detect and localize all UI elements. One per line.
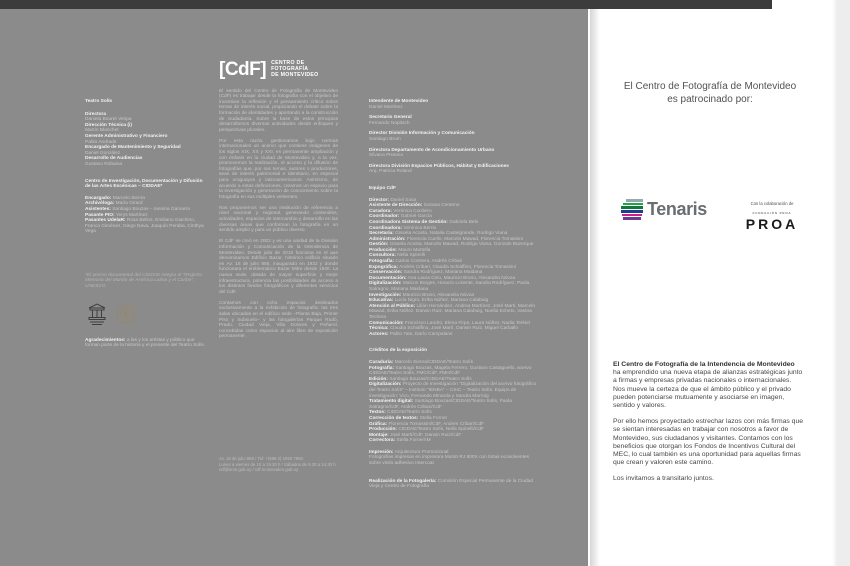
- credit-role: Atención al Público:: [369, 303, 416, 309]
- tenaris-stripe: [623, 217, 641, 220]
- credit-names: Daniel Martínez: [369, 104, 403, 110]
- credit-names: Daniela Bouret Vespa: [85, 117, 132, 123]
- credit-role: Consultora:: [369, 253, 396, 259]
- credit-entry: [85, 112, 206, 123]
- credit-names: Maicon Borges, Horacio Loriente, Sandra Rodríguez, Paola Satragno, Mariana Maidana: [369, 281, 530, 293]
- sponsor-paragraph-bold: El Centro de Fotografía de la Intendencia de Montevideo: [613, 361, 795, 368]
- credit-names: Silvana Pissano: [369, 153, 404, 159]
- tenaris-stripe: [621, 210, 643, 213]
- mission-paragraph: Nos proponemos ser una institución de referencia a nivel nacional y regional, generando contenidos, actividades, espacios de intercambio y desarrollo en las diversas áreas que conforman la fotografía en un sentido amplio y para un público diverso.: [219, 205, 338, 234]
- credit-role: Comunicación:: [369, 320, 404, 326]
- credit-role: Edición:: [369, 376, 388, 382]
- credit-role: Director:: [369, 197, 389, 203]
- memory-of-the-world-seal-icon: [115, 303, 137, 325]
- tenaris-stripe: [623, 203, 643, 206]
- credit-names: Gabriel García: [400, 214, 432, 220]
- credit-line: [369, 382, 539, 399]
- credit-entry: [85, 134, 206, 145]
- credit-names: Francisco Landro, Elena Firpo, Laura Núñez, Nadia Terkiel: [405, 320, 530, 326]
- credit-role: Gestión:: [369, 242, 389, 248]
- section-title: Centro de Investigación, Documentación y Difusión de las Artes Escénicas – CIDDAE*: [85, 178, 203, 190]
- contact-line: Lunes a viernes de 10 a 19.30 h / Sábados de 9.30 a 14.30 h: [219, 461, 336, 467]
- credit-names: Daniel Sosa: [390, 197, 417, 203]
- credit-role: Pasante PIO:: [85, 212, 115, 218]
- credit-names: Andrés Cribari, Claudia Schiaffino, Florencia Tomassini: [399, 264, 517, 270]
- credit-names: Carlos Contrera, Andrés Cribari: [395, 259, 463, 265]
- credit-names: Arquitectura Promocional: [394, 449, 449, 455]
- credit-role: Archivóloga:: [85, 201, 115, 207]
- credit-names: Ana Laura Cirio, Mauricio Bruno, Alexandra Nóvoa: [407, 275, 516, 281]
- credit-line: [369, 438, 539, 444]
- credit-role: Montaje:: [369, 432, 389, 438]
- credit-role: Expográfica:: [369, 264, 399, 270]
- credit-names: María Girard: [115, 201, 143, 207]
- credit-line: [369, 332, 539, 338]
- credit-role: Coordinador:: [369, 214, 400, 220]
- unesco-emblem-icon: [85, 302, 109, 326]
- credit-names: Susana Centeno: [423, 203, 460, 209]
- credit-names: Comisión Especial Permanente de la Ciudad Vieja y Centro de Fotografía: [369, 478, 533, 490]
- credit-entry: [369, 131, 539, 142]
- credit-role: Secretario General: [369, 115, 412, 121]
- credit-role: Educativa:: [369, 298, 394, 304]
- credit-names: Martín Blanchet: [85, 128, 119, 134]
- credit-role: Conservación:: [369, 270, 403, 276]
- credit-entry: [85, 145, 206, 156]
- credit-names: Daniel González: [85, 150, 121, 156]
- credit-names: Gabriela Belo: [449, 219, 479, 225]
- credit-names: Marcelo Sienra: [112, 195, 145, 201]
- sponsor-paragraph: [613, 361, 804, 410]
- credit-names: Proyecto de Investigación “Digitalización del acervo fotográfico del Teatro Solís” – Instituto “IENBA” – CSIC – Teatro Solís. Equipo de investigación: Vico, Fernando Miranda y Sandra Marroig: [369, 382, 537, 399]
- credit-names: Arq. Patricia Roland: [369, 169, 412, 175]
- credit-names: Lucía Nigro, Erika Núñez, Mariana Calabuig: [394, 298, 489, 304]
- credit-names: Pablo Andrade: [85, 139, 117, 145]
- credit-role: Coordinadora Sistema de Gestión:: [369, 219, 448, 225]
- mission-paragraph: Contamos con ocho espacios destinados exclusivamente a la exhibición de fotografía: las tres salas ubicadas en el edificio sede –Planta Baja, Primer Piso y Subsuelo– y las fotogalerías Parque Rodó, Prado, Ciudad Vieja, Villa Dolores y Peñarol, concebidas como espacios al aire libre de exposición permanente.: [219, 300, 338, 340]
- credit-role: Curadora:: [369, 208, 392, 214]
- team-title: Equipo CdF: [369, 185, 396, 191]
- credit-role: Digitalización:: [369, 281, 402, 287]
- credit-role: Correctora:: [369, 438, 396, 444]
- print-note: Fotografías impresas en impresora Mutoh RJ 600X con tintas ecosolventes sobre vinilo adhesivo Intercoat: [369, 455, 529, 467]
- credit-role: Tratamiento digital:: [369, 399, 414, 405]
- tenaris-stripes-icon: [621, 199, 643, 220]
- collaboration-label: Con la colaboración de: [750, 201, 794, 206]
- credit-role: Actores:: [369, 331, 389, 337]
- credit-names: Florencia Tomassini/CdF, Andrés Cribari/CdF: [388, 421, 485, 427]
- mission-paragraph: Por esta razón, gestionamos bajo normas internacionales un acervo que contiene imágenes de los siglos XIX, XX y XXI, en permanente ampliación y con énfasis en la ciudad de Montevideo y, a la vez, promovemos la realización, el acceso y la difusión de fotografías que, por sus temas, autores o productores, sean de interés patrimonial e identitario, en especial para uruguayos y latinoamericanos. Asimismo, de acuerdo a estas definiciones, creamos un espacio para la investigación y generación de conocimiento sobre la fotografía en sus múltiples vertientes.: [219, 138, 338, 200]
- credit-role: Gerente Administrativo y Financiero: [85, 133, 168, 139]
- credit-role: Coordinadora:: [369, 225, 403, 231]
- acknowledgements: [85, 338, 206, 349]
- credit-role: Dirección Técnica (i): [85, 122, 132, 128]
- credit-names: Florencia Cuello, Marcelo Mawad, Florencia Tomassini: [406, 236, 524, 242]
- credit-names: Fernando Nopitsch: [369, 120, 410, 126]
- cdf-contact-info: [219, 456, 354, 473]
- proa-foundation-label: FUNDACIÓN PROA: [752, 211, 792, 215]
- credit-role: Directora División Espacios Públicos, Hábitat y Edificaciones: [369, 163, 509, 169]
- column-credits: [369, 99, 539, 490]
- credit-role: Directora Departamento de Acondicionamiento Urbano: [369, 147, 495, 153]
- credit-role: Fotografía:: [369, 259, 395, 265]
- tenaris-wordmark: Tenaris: [647, 199, 707, 219]
- credit-line: [369, 399, 539, 410]
- credit-role: Directora: [85, 111, 107, 117]
- credit-line: [369, 304, 539, 321]
- cdf-logo-bracket: [CdF]: [219, 58, 267, 80]
- credit-names: Claudia Schiaffino, José Martí, Darwin Ruiz, Miguel Carballo: [389, 326, 518, 332]
- tenaris-stripe: [626, 199, 643, 202]
- credit-names: Pablo Tate, Darío Campalans: [389, 331, 453, 337]
- credit-names: Rosa Bellos, Emiliano Giachino, Franca Giménez, Diego Nava, Joaquín Peraba, Cinthya Vega: [85, 218, 204, 235]
- credit-names: Mauro Martella: [398, 247, 431, 253]
- credit-role: Encargado:: [85, 195, 112, 201]
- page-margin-strip: [838, 0, 850, 566]
- exhibition-credits-title: Créditos de la exposición: [369, 348, 428, 354]
- credit-names: José Martí/CdF, Darwin Ruiz/CdF: [390, 432, 462, 438]
- credit-names: Santiago Bouzas/CIDDAE/Teatro Solís: [389, 376, 472, 382]
- credit-role: Curaduría:: [369, 359, 394, 365]
- cdf-logo: [219, 60, 338, 79]
- credit-line: [369, 366, 539, 377]
- column-cdf-mission: [219, 60, 338, 345]
- credit-names: Gissela Acosta, Marcelo Mawad, Rodrigo Viana, Gonzalo Bazerque: [389, 242, 534, 248]
- credit-names: Santiago Brum: [369, 136, 401, 142]
- credit-names: Mauricio Bruno, Alexandra Nóvoa: [402, 292, 475, 298]
- cdf-logo-line: CENTRO DE: [271, 60, 305, 66]
- credit-role: Asistentes:: [85, 206, 111, 212]
- sponsor-heading-line2: es patrocinado por:: [667, 93, 753, 105]
- credit-names: Stella Forner: [419, 415, 448, 421]
- acknowledgements-text: a las y los artistas y público que forman parte de la historia y el presente del Teatro Solís.: [85, 337, 206, 349]
- credit-role: Gráfica:: [369, 421, 388, 427]
- credit-role: Intendente de Montevideo: [369, 99, 429, 104]
- credit-role: Realización de la Fotogalería:: [369, 478, 437, 484]
- credit-role: Administración:: [369, 236, 406, 242]
- credit-role: Encargado de Mantenimiento y Seguridad: [85, 145, 181, 151]
- credit-line: [369, 281, 539, 292]
- credit-role: Fotografía:: [369, 365, 395, 371]
- credit-entry: [369, 148, 539, 159]
- cdf-logo-line: DE MONTEVIDEO: [271, 72, 319, 79]
- column-teatro-solis: [85, 99, 206, 349]
- sponsor-paragraph: Por ello hemos proyectado estrechar lazos con más firmas que se sientan interesadas en trabajar con nosotros a favor de Montevideo, sus ciudadanos y visitantes. Contamos con los beneficios que otorgan los Fondos de Incentivos Cultural del MEC, lo cual también es una oportunidad para aquellas firmas que crean y valoren este camino.: [613, 418, 804, 467]
- credit-names: Santiago Bouzas – Iannina Gamarra: [112, 206, 190, 212]
- unesco-logos: [85, 302, 206, 326]
- proa-logo: [740, 201, 804, 232]
- credit-role: Secretaría:: [369, 231, 394, 237]
- sponsor-paragraph: Los invitamos a transitarlo juntos.: [613, 475, 714, 483]
- credit-role: Producción:: [369, 427, 397, 433]
- credit-names: Santiago Bouzas, Magela Ferrero, Gustavo Castagnello, acervo CIDDAE/Teatro Solís, FMC/CdF, FMH/CdF: [369, 365, 532, 377]
- credit-names: Santiago Bouzas/CIDDAE/Teatro Solís, Paola Satragno/CdF, Andrés Cribari/CdF: [369, 399, 512, 410]
- mission-paragraph: El CdF se creó en 2002 y es una unidad de la División Información y Comunicación de la Intendencia de Montevideo. Desde julio de 2015 funciona en el que denominamos Edificio Bazar, histórico edificio situado en Av. 18 de julio 885, inaugurado en 1932 y donde funcionara el emblemático Bazar Mitre desde 1940. La nueva sede, dotada de mayor superficie y mejor infraestructura, potencia las posibilidades de acceso a los distintos fondos fotográficos y diferentes servicios del CdF.: [219, 239, 338, 295]
- tenaris-logo: [621, 199, 707, 220]
- sponsor-heading-line1: El Centro de Fotografía de Montevideo: [623, 81, 797, 92]
- credit-role: Impresión:: [369, 449, 394, 455]
- credit-names: Yerys Martínez: [115, 212, 148, 218]
- ciddae-footnote: *El acervo documental del CIDDAE integra el “Registro Memoria del Mundo de América Latina y el Caribe”, UNESCO.: [85, 272, 203, 290]
- acknowledgements-label: Agradecimientos:: [85, 337, 126, 343]
- credit-names: Verónica Berrio: [403, 225, 437, 231]
- credit-role: Técnica:: [369, 326, 389, 332]
- credit-names: Lilián Hernández, Andrea Martínez, José Martí, Marcelo Mawad, Erika Núñez, Darwin Ruiz, Mariana Calabuig, Noelia Echeto, Vanina Techera: [369, 303, 536, 320]
- credit-entry: [369, 115, 539, 126]
- contact-line: Av. 18 de julio 885 / Tel: +(598 2) 1950 7960: [219, 456, 303, 461]
- credit-role: Producción:: [369, 247, 397, 253]
- credit-line: [369, 479, 539, 490]
- credit-names: Marcelo Sienra/CIDDAE/Teatro Solís: [394, 359, 473, 365]
- credit-names: Gustavo Robaina: [85, 161, 123, 167]
- credit-role: Documentación:: [369, 275, 407, 281]
- sponsor-heading: [605, 81, 815, 106]
- credit-entry: [369, 164, 539, 175]
- credit-entry: [85, 156, 206, 167]
- credit-names: Sandra Rodríguez, Mariana Maidana: [403, 270, 483, 276]
- cdf-logo-text: [271, 60, 318, 79]
- credit-names: CIDDAE/Teatro Solís, Nella Spinelli/CdF: [398, 427, 484, 433]
- sponsor-paragraph-rest: ha emprendido una nueva etapa de alianzas estratégicas junto a firmas y empresas privadas nacionales o internacionales. Nos mueve la certeza de que el ámbito público y el privado pueden potenciarse mutuamente y asociarse en imagen, sentido y valores.: [613, 369, 803, 410]
- credit-line: [85, 218, 206, 235]
- credit-entry: [369, 99, 539, 110]
- credit-role: Pasantes UdelaR:: [85, 218, 126, 224]
- section-title: Teatro Solís: [85, 99, 113, 104]
- credit-role: Investigación:: [369, 292, 402, 298]
- credit-role: Asistente de Dirección:: [369, 203, 423, 209]
- tenaris-stripe: [621, 206, 643, 209]
- credit-names: Stella Forner/IM: [396, 438, 431, 444]
- credit-role: Director División Información y Comunicación: [369, 131, 475, 137]
- credit-names: Gissela Acosta, Natalia Castelgrande, Rodrigo Viana: [395, 231, 508, 237]
- top-dark-bar: [0, 0, 772, 9]
- mission-paragraph: El sentido del Centro de Fotografía de Montevideo (CdF) es trabajar desde la fotografía con el objetivo de incentivar la reflexión y el pensamiento crítico sobre temas de interés social, propiciando el debate sobre la formación de identidades y aportando a la construcción de ciudadanía. Sobre la base de estos principios desarrollamos diversas actividades desde enfoques y perspectivas plurales.: [219, 88, 338, 133]
- credit-names: CIDDAE/Teatro Solís: [387, 410, 432, 416]
- tenaris-stripe: [622, 214, 642, 217]
- credit-role: Digitalización:: [369, 382, 402, 388]
- cdf-logo-line: FOTOGRAFÍA: [271, 66, 309, 73]
- credit-role: Textos:: [369, 410, 386, 416]
- credit-entry: [85, 123, 206, 134]
- credit-names: Nella Spinelli: [397, 253, 425, 259]
- credit-role: Corrección de textos:: [369, 415, 419, 421]
- contact-line: cdf@imm.gub.uy / cdf.montevideo.gub.uy: [219, 467, 299, 472]
- proa-wordmark: PROA: [745, 215, 799, 232]
- credit-role: Desarrollo de Audiencias: [85, 156, 143, 162]
- sponsor-body-text: [613, 361, 804, 492]
- credit-names: Verónica Cordeiro: [393, 208, 432, 214]
